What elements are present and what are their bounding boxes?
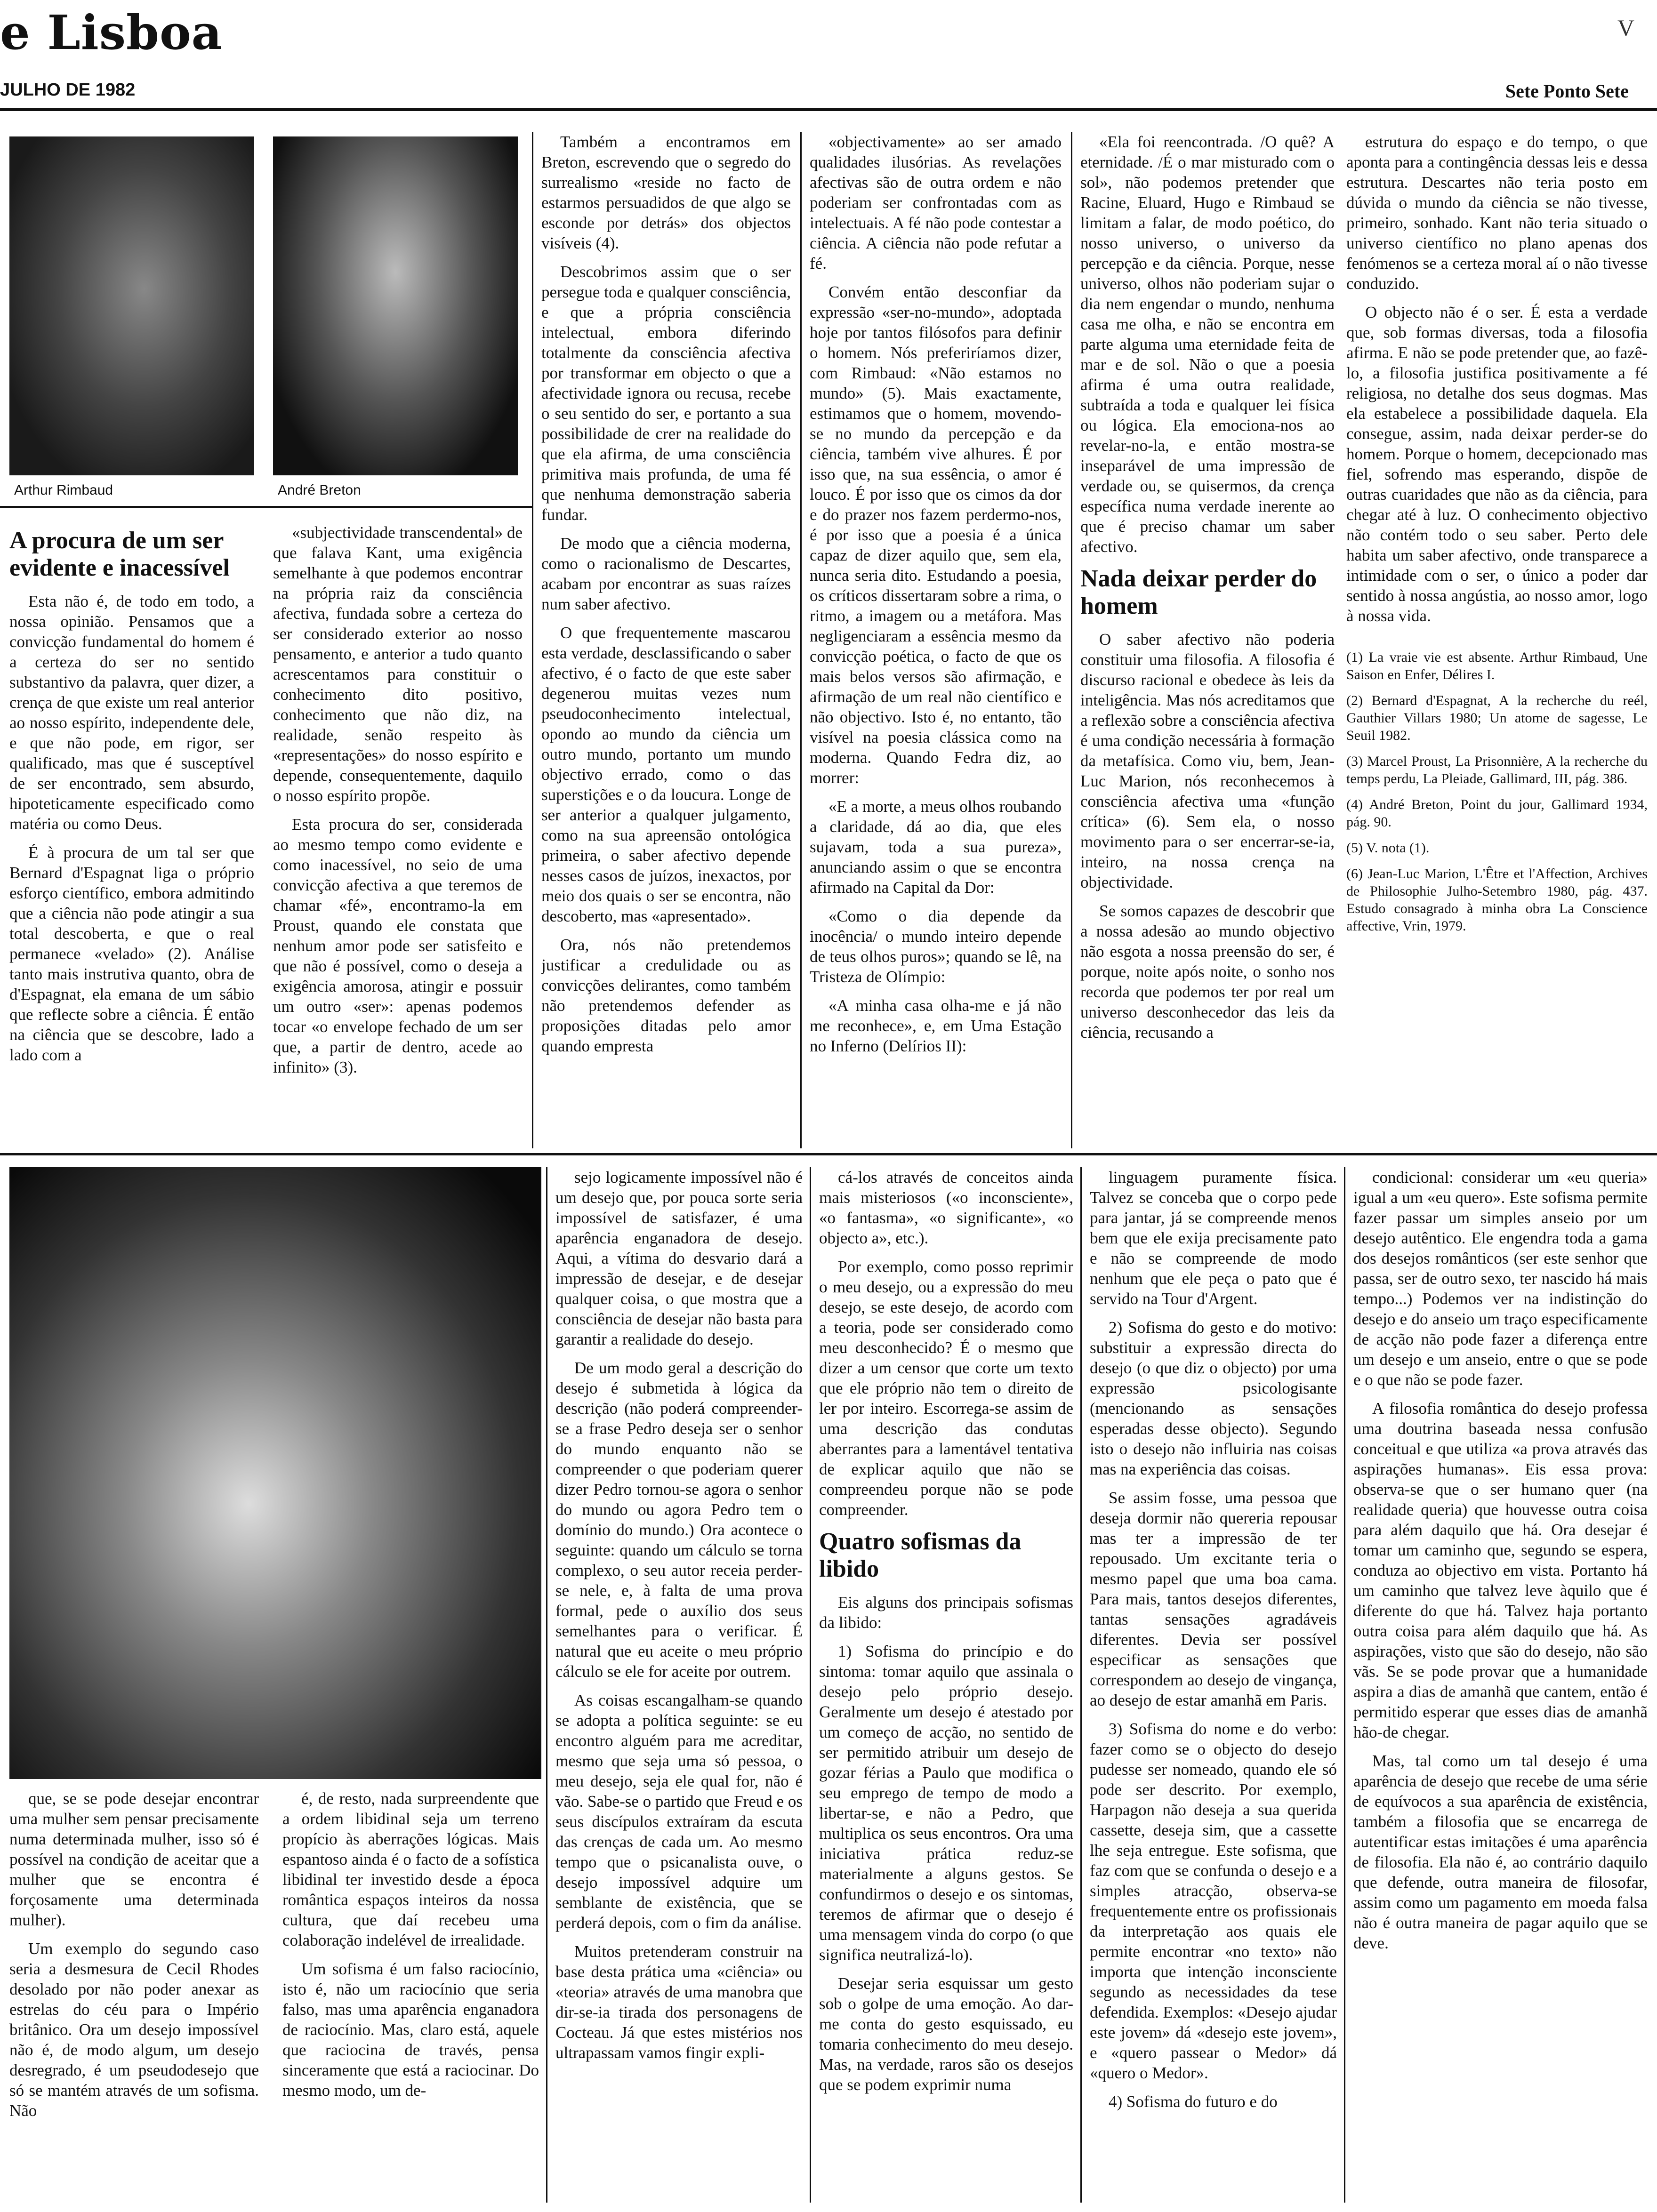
paragraph: Esta procura do ser, considerada ao mesmo tempo como evidente e como inacessível, no seio de uma convicção afectiva a que teremos de chamar «fé», encontramo-la em Proust, quando ele constata que nenhum amor pode ser satisfeito e que não é possível, como o deseja a exigência amorosa, atingir e possuir um outro «ser»: apenas podemos tocar «o envelope fechado de um ser que, a partir de dentro, acede ao infinito» (3). bbox=[273, 815, 523, 1076]
paragraph: Eis alguns dos principais sofismas da libido: bbox=[819, 1593, 1073, 1632]
column-rule bbox=[532, 132, 533, 1148]
column-rule bbox=[810, 1167, 811, 2203]
paragraph: O saber afectivo não poderia constituir uma filosofia. A filosofia é discurso racional e obedece às leis da inteligência. Mas nós acreditamos que a reflexão sobre a consciência afectiva é uma condição necessária à formação da metafísica. Como viu, bem, Jean-Luc Marion, nós reconhecemos à consciência afectiva uma «função crítica» (6). Sem ela, o nosso movimento para o ser encerrar-se-ia, inteiro, na nossa crença na objectividade. bbox=[1080, 630, 1335, 891]
paragraph: «Ela foi reencontrada. /O quê? A eternidade. /É o mar misturado com o sol», não podemos pretender que Racine, Eluard, Hugo e Rimbaud se limitam a falar, de modo poético, do nosso universo, o universo da percepção e da ciência. Porque, nesse universo, olhos não poderiam sujar o dia nem engendar o mundo, nenhuma casa me olha, e não se encontra em parte alguma uma eternidade feita de mar e de sol. Não o que a poesia afirma é uma outra realidade, subtraída a toda e qualquer lei física ou lógica. Ela emociona-nos ao revelar-no-la, e então mostra-se inseparável de uma impressão de verdade ou, se quisermos, da crença específica numa verdade inerente ao que é preciso chamar um saber afectivo. bbox=[1080, 133, 1335, 556]
paragraph: 4) Sofisma do futuro e do bbox=[1109, 2092, 1278, 2111]
rimbaud-photo bbox=[9, 136, 254, 475]
paragraph: sejo logicamente impossível não é um desejo que, por pouca sorte seria impossível de satisfazer, é uma aparência enganadora de desejo. Aqui, a vítima do desvario dará a impressão de desejar, e de desejar qualquer coisa, o que mostra que a consciência de desejar não basta para garantir a realidade do desejo. bbox=[555, 1168, 803, 1348]
paragraph: Muitos pretenderam construir na base desta prática uma «ciência» ou «teoria» através de uma manobra que dir-se-ia tirada dos personagens de Cocteau. Já que estes mistérios nos ultrapassam vamos fingir expli- bbox=[555, 1942, 803, 2062]
sculpture-photo bbox=[9, 1167, 541, 1779]
paragraph: estrutura do espaço e do tempo, o que aponta para a contingência dessas leis e dessa estrutura. Descartes não teria posto em dúvida o mundo da ciência se não tivesse, primeiro, sonhado. Kant não teria situado o universo científico no plano apenas dos fenómenos se a certeza moral aí o não tivesse conduzido. bbox=[1346, 133, 1648, 293]
footnote: (5) V. nota (1). bbox=[1346, 840, 1430, 856]
paragraph: De um modo geral a descrição do desejo é submetida à lógica da descrição (não poderá compreender-se a frase Pedro deseja ser o senhor do mundo enquanto não se compreender o que poderiam querer dizer Pedro tornou-se agora o senhor do mundo ou agora Pedro tem o domínio do mundo.) Ora acontece o seguinte: quando um cálculo se torna complexo, o seu autor receia perder-se nele, e, à falta de uma prova formal, pede o auxílio dos seus semelhantes para o verificar. É natural que eu aceite o meu próprio cálculo se ele for aceite por outrem. bbox=[555, 1359, 803, 1681]
paragraph: O objecto não é o ser. É esta a verdade que, sob formas diversas, toda a filosofia afirma. E não se pode pretender que, ao fazê-lo, a filosofia justifica positivamente a fé religiosa, no detalhe dos seus dogmas. Mas ela estabelece a possibilidade daquela. Ela consegue, assim, nada deixar perder-se do homem. Porque o homem, decepcionado mas fiel, sofrendo mas esperando, dispõe de outras cuaridades que não as da ciência, para chegar até à luz. O conhecimento objectivo não contém todo o seu saber. Perto dele habita um saber afectivo, onde transparece a intimidade com o ser, o único a poder dar sentido à nossa angústia, ao nosso amor, logo à nossa vida. bbox=[1346, 303, 1648, 625]
paragraph: A filosofia romântica do desejo professa uma doutrina baseada nessa confusão conceitual e que utiliza «a prova através das aspirações humanas». Eis essa prova: observa-se que o ser humano quer (na realidade queria) que houvesse outra coisa para além daquilo que há. Ora desejar é tomar um caminho que, segundo se espera, conduza ao objectivo em vista. Portanto há um caminho que talvez leve àquilo que é diferente do que há. Talvez haja portanto outra coisa para além daquilo que há. As aspirações, visto que são do desejo, não são vãs. Se se pode provar que a humanidade aspira a dias de amanhã que cantem, então é permitido esperar que esses dias de amanhã hão-de chegar. bbox=[1353, 1399, 1648, 1741]
paragraph: 2) Sofisma do gesto e do motivo: substituir a expressão directa do desejo (o que diz o objecto) por uma expressão psicologisante (mencionando as sensações esperadas desse objecto). Segundo isto o desejo não influiria nas coisas mas na experiência das coisas. bbox=[1090, 1318, 1337, 1478]
paragraph: «subjectividade transcendental» de que falava Kant, uma exigência semelhante à que podemos encontrar na própria raiz da consciência afectiva, fundada sobre a certeza do ser considerado exterior ao nosso pensamento, e anterior a tudo quanto acrescentamos para constituir o conhecimento dito positivo, conhecimento que não diz, na realidade, senão respeito às «representações» do nosso espírito e depende, consequentemente, daquilo o nosso espírito propõe. bbox=[273, 523, 523, 805]
footnote: (1) La vraie vie est absente. Arthur Rimbaud, Une Saison en Enfer, Délires I. bbox=[1346, 649, 1648, 682]
column-rule bbox=[546, 1167, 547, 2203]
header-rule bbox=[0, 108, 1657, 111]
paragraph: 3) Sofisma do nome e do verbo: fazer como se o objecto do desejo pudesse ser nomeado, quando ele só pode ser descrito. Por exemplo, Harpagon não deseja a sua querida cassette, deseja sim, que a cassette lhe seja entregue. Este sofisma, que faz com que se confunda o desejo e a simples atracção, observa-se frequentemente entre os profissionais da interpretação aos quais ele permite encontrar «no texto» não importa que intenção inconsciente segundo as necessidades da tese defendida. Exemplos: «Desejo ajudar este jovem» dá «desejo este jovem», e «quero passear o Medor» dá «quero o Medor». bbox=[1090, 1720, 1337, 2082]
bottom-column-2 bbox=[282, 1788, 539, 2203]
top-column-2 bbox=[273, 522, 523, 1144]
heading-nada-deixar: Nada deixar perder do homem bbox=[1080, 565, 1317, 619]
paragraph: O que frequentemente mascarou esta verdade, desclassificando o saber afectivo, é o facto de que este saber degenerou muitas vezes num pseudoconhecimento intelectual, opondo ao mundo da ciência um outro mundo, portanto um mundo objectivo errado, como o das superstições e o da loucura. Longe de ser anterior a qualquer julgamento, como na sua apreensão ontológica primeira, o saber afectivo depende nesses casos de juízos, inexactos, por meio dos quais o ser se encontra, não descoberto, mas «apresentado». bbox=[541, 624, 791, 925]
paragraph: Um sofisma é um falso raciocínio, isto é, não um raciocínio que seria falso, mas uma aparência enganadora de raciocínio. Mas, claro está, aquele que raciocina de través, pensa sinceramente que está a raciocinar. Do mesmo modo, um de- bbox=[282, 1960, 539, 2100]
column-rule bbox=[1344, 1167, 1345, 2203]
paragraph: 1) Sofisma do princípio e do sintoma: tomar aquilo que assinala o desejo pelo próprio desejo. Geralmente um desejo é atestado por um começo de acção, no sentido de ser permitido atribuir um desejo de gozar férias a Paulo que modifica o seu emprego de tempo de modo a libertar-se, e não a Pedro, que multiplica os seus encontros. Ora uma iniciativa prática reduz-se materialmente a alguns gestos. Se confundirmos o desejo e os sintomas, teremos de afirmar que o desejo é uma mensagem vinda do corpo (o que significa neutralizá-lo). bbox=[819, 1642, 1073, 1964]
paragraph: Esta não é, de todo em todo, a nossa opinião. Pensamos que a convicção fundamental do homem é a certeza do ser no sentido substantivo da palavra, quer dizer, a crença de que existe um real anterior ao nosso espírito, independente dele, e que não pode, em rigor, ser qualificado, mas que é susceptível de ser encontrado, sem absurdo, hipoteticamente especificado como matéria ou como Deus. bbox=[9, 592, 254, 833]
paragraph: «E a morte, a meus olhos roubando a claridade, dá ao dia, que eles sujavam, toda a sua pureza», anunciando assim o que se encontra afirmado na Capital da Dor: bbox=[810, 797, 1062, 897]
paragraph: As coisas escangalham-se quando se adopta a política seguinte: se eu encontro alguém para me acreditar, mesmo que seja uma só pessoa, o meu desejo, seja ele qual for, não é vão. Sabe-se o partido que Freud e os seus discípulos extraíram da escuta das crenças de cada um. Ao mesmo tempo que o psicanalista ouve, o desejo impossível adquire um semblante de existência, que se perderá depois, com o fim da análise. bbox=[555, 1691, 803, 1932]
paragraph: Se somos capazes de descobrir que a nossa adesão ao mundo objectivo não esgota a nossa preensão do ser, é porque, noite após noite, o sonho nos recorda que podemos ter por real um universo desconhecedor das leis da ciência, recusando a bbox=[1080, 902, 1335, 1042]
paragraph: «objectivamente» ao ser amado qualidades ilusórias. As revelações afectivas são de outra ordem e não poderiam ser confrontadas com as intelectuais. A fé não pode contestar a ciência. A ciência não pode refutar a fé. bbox=[810, 133, 1062, 272]
bottom-column-3 bbox=[555, 1167, 803, 2203]
top-column-3 bbox=[541, 132, 791, 1144]
paragraph: É à procura de um tal ser que Bernard d'Espagnat liga o próprio esforço científico, embora admitindo que a ciência não pode atingir a sua total descoberta, e que o real permanece «velado» (2). Análise tanto mais instrutiva quanto, obra de d'Espagnat, ela emana de um sábio que reflecte sobre a ciência. É então na ciência que se descobre, lado a lado com a bbox=[9, 843, 254, 1064]
paragraph: Ora, nós não pretendemos justificar a credulidade ou as convicções delirantes, como também não pretendemos defender as proposições ditadas pelo amor quando empresta bbox=[541, 936, 791, 1055]
masthead-title: e Lisboa bbox=[0, 5, 223, 60]
heading-procura: A procura de um ser evidente e inacessível bbox=[9, 527, 230, 581]
paragraph: «A minha casa olha-me e já não me reconhece», e, em Uma Estação no Inferno (Delírios II): bbox=[810, 996, 1062, 1055]
paragraph: De modo que a ciência moderna, como o racionalismo de Descartes, acabam por encontrar as suas raízes num saber afectivo. bbox=[541, 534, 791, 613]
footnote: (4) André Breton, Point du jour, Gallimard 1934, pág. 90. bbox=[1346, 797, 1648, 830]
paragraph: linguagem puramente física. Talvez se conceba que o corpo pede para jantar, já se compreende menos bem que ele exija precisamente pato e não se compreende de modo nenhum que ele peça o pato que é servido na Tour d'Argent. bbox=[1090, 1168, 1337, 1308]
masthead-corner-mark: V bbox=[1617, 15, 1638, 41]
bottom-column-6 bbox=[1353, 1167, 1648, 2203]
paragraph: é, de resto, nada surpreendente que a ordem libidinal seja um terreno propício às aberrações lógicas. Mais espantoso ainda é o facto de a sofística libidinal ter investido desde a época romântica espaços inteiros da nossa cultura, que daí recebeu uma colaboração indelével de irrealidade. bbox=[282, 1789, 539, 1949]
footnote: (3) Marcel Proust, La Prisonnière, A la recherche du temps perdu, La Pleiade, Gallimard, III, pág. 386. bbox=[1346, 753, 1648, 786]
paragraph: que, se se pode desejar encontrar uma mulher sem pensar precisamente numa determinada mulher, isso só é possível na condição de aceitar que a mulher que se encontra é forçosamente uma determinada mulher). bbox=[9, 1789, 259, 1929]
photo-caption-rimbaud: Arthur Rimbaud bbox=[14, 482, 113, 498]
photo-caption-breton: André Breton bbox=[278, 482, 361, 498]
paragraph: Desejar seria esquissar um gesto sob o golpe de uma emoção. Ao dar-me conta do gesto esquissado, eu tomaria conhecimento do meu desejo. Mas, na verdade, raros são os desejos que se podem exprimir numa bbox=[819, 1974, 1073, 2094]
breton-photo bbox=[273, 136, 518, 475]
footnote: (6) Jean-Luc Marion, L'Être et l'Affection, Archives de Philosophie Julho-Setembro 1980, pág. 437. Estudo consagrado à minha obra La Conscience affective, Vrin, 1979. bbox=[1346, 866, 1648, 934]
paragraph: Mas, tal como um tal desejo é uma aparência de desejo que recebe de uma série de equívocos a sua aparência de existência, também a filosofia que se encarrega de autentificar estas imitações é uma aparência de filosofia. Ela não é, ao contrário daquilo que defende, outra maneira de filosofar, assim como um pagamento em moeda falsa não é outra maneira de pagar aquilo que se deve. bbox=[1353, 1752, 1648, 1952]
section-title: Sete Ponto Sete bbox=[1505, 80, 1629, 102]
paragraph: «Como o dia depende da inocência/ o mundo inteiro depende de teus olhos puros»; quando se lê, na Tristeza de Olímpio: bbox=[810, 907, 1062, 986]
paragraph: Também a encontramos em Breton, escrevendo que o segredo do surrealismo «reside no facto de estarmos persuadidos de que algo se esconde por detrás» dos objectos visíveis (4). bbox=[541, 133, 791, 252]
paragraph: condicional: considerar um «eu queria» igual a um «eu quero». Este sofisma permite fazer passar um simples anseio por um desejo autêntico. Ele engendra toda a gama dos desejos românticos (ser este senhor que passa, ser de outro sexo, ter nascido há mais tempo...) Podemos ver na indistinção do desejo e do anseio um traço especificamente de acção não pode fazer a diferença entre um desejo e um anseio, entre o que se pode e o que não se pode fazer. bbox=[1353, 1168, 1648, 1389]
masthead bbox=[0, 0, 1657, 61]
paragraph: Se assim fosse, uma pessoa que deseja dormir não quereria repousar mas ter a impressão de ter repousado. Um excitante teria o mesmo papel que uma boa cama. Para mais, tantos desejos diferentes, tantas sensações agradáveis diferentes. Devia ser possível especificar as sensações que correspondem ao desejo de vingança, ao desejo de estar amanhã em Paris. bbox=[1090, 1489, 1337, 1709]
middle-rule bbox=[0, 1153, 1657, 1155]
footnote: (2) Bernard d'Espagnat, A la recherche du reél, Gauthier Villars 1980; Un atome de sagesse, Le Seuil 1982. bbox=[1346, 693, 1648, 743]
paragraph: Descobrimos assim que o ser persegue toda e qualquer consciência, e que a própria consciência intelectual, embora diferindo totalmente da consciência afectiva por transformar em objecto o que a afectividade ignora ou recusa, recebe o seu sentido do ser, e portanto a sua possibilidade de crer na realidade do que ela afirma, de uma consciência primitiva mais profunda, de uma fé que nenhuma demonstração saberia fundar. bbox=[541, 263, 791, 524]
column-rule bbox=[800, 132, 802, 1148]
top-column-4 bbox=[810, 132, 1062, 1144]
top-column-5 bbox=[1080, 132, 1335, 1144]
paragraph: Um exemplo do segundo caso seria a desmesura de Cecil Rhodes desolado por não poder anexar as estrelas do céu para o Império britânico. Ora um desejo impossível não é, de modo algum, um desejo desregrado, é um pseudodesejo que só se mantém através de um sofisma. Não bbox=[9, 1940, 259, 2120]
column-rule bbox=[1071, 132, 1072, 1148]
bottom-column-5 bbox=[1090, 1167, 1337, 2203]
bottom-column-4 bbox=[819, 1167, 1073, 2203]
column-rule bbox=[1080, 1167, 1082, 2203]
bottom-column-1 bbox=[9, 1788, 259, 2203]
dateline: JULHO DE 1982 bbox=[0, 80, 136, 100]
heading-quatro-sofismas: Quatro sofismas da libido bbox=[819, 1528, 1022, 1582]
paragraph: Por exemplo, como posso reprimir o meu desejo, ou a expressão do meu desejo, se este desejo, de acordo com a teoria, pode ser considerado como meu desconhecido? É o mesmo que dizer a um censor que corte um texto que ele próprio não tem o direito de ler por inteiro. Escorrega-se assim de uma descrição das condutas aberrantes para a lamentável tentativa de explicar aquilo que não se compreendeu porque não se pode compreender. bbox=[819, 1258, 1073, 1519]
paragraph: Convém então desconfiar da expressão «ser-no-mundo», adoptada hoje por tantos filósofos para definir o homem. Nós preferiríamos dizer, com Rimbaud: «Não estamos no mundo» (5). Mais exactamente, estimamos que o homem, movendo-se no mundo da percepção e da ciência, também vive alhures. É por isso que, na sua essência, o amor é louco. É por isso que os cimos da dor e do prazer nos fazem perdermo-nos, é por isso que a poesia é a única capaz de dizer aquilo que, sem ela, nunca seria dito. Estudando a poesia, os críticos dissertaram sobre a rima, o ritmo, a imagem ou a metáfora. Mas negligenciaram a essência mesmo da convicção poética, o facto de que os mais belos versos são afirmação, e afirmação de um real não científico e não objectivo. Isto é, no entanto, tão visível na poesia clássica como na moderna. Quando Fedra diz, ao morrer: bbox=[810, 283, 1062, 787]
top-column-6 bbox=[1346, 132, 1648, 1144]
top-column-1 bbox=[9, 522, 254, 1144]
paragraph: cá-los através de conceitos ainda mais misteriosos («o inconsciente», «o fantasma», «o significante», «o objecto a», etc.). bbox=[819, 1168, 1073, 1247]
photo-rule bbox=[0, 506, 532, 508]
